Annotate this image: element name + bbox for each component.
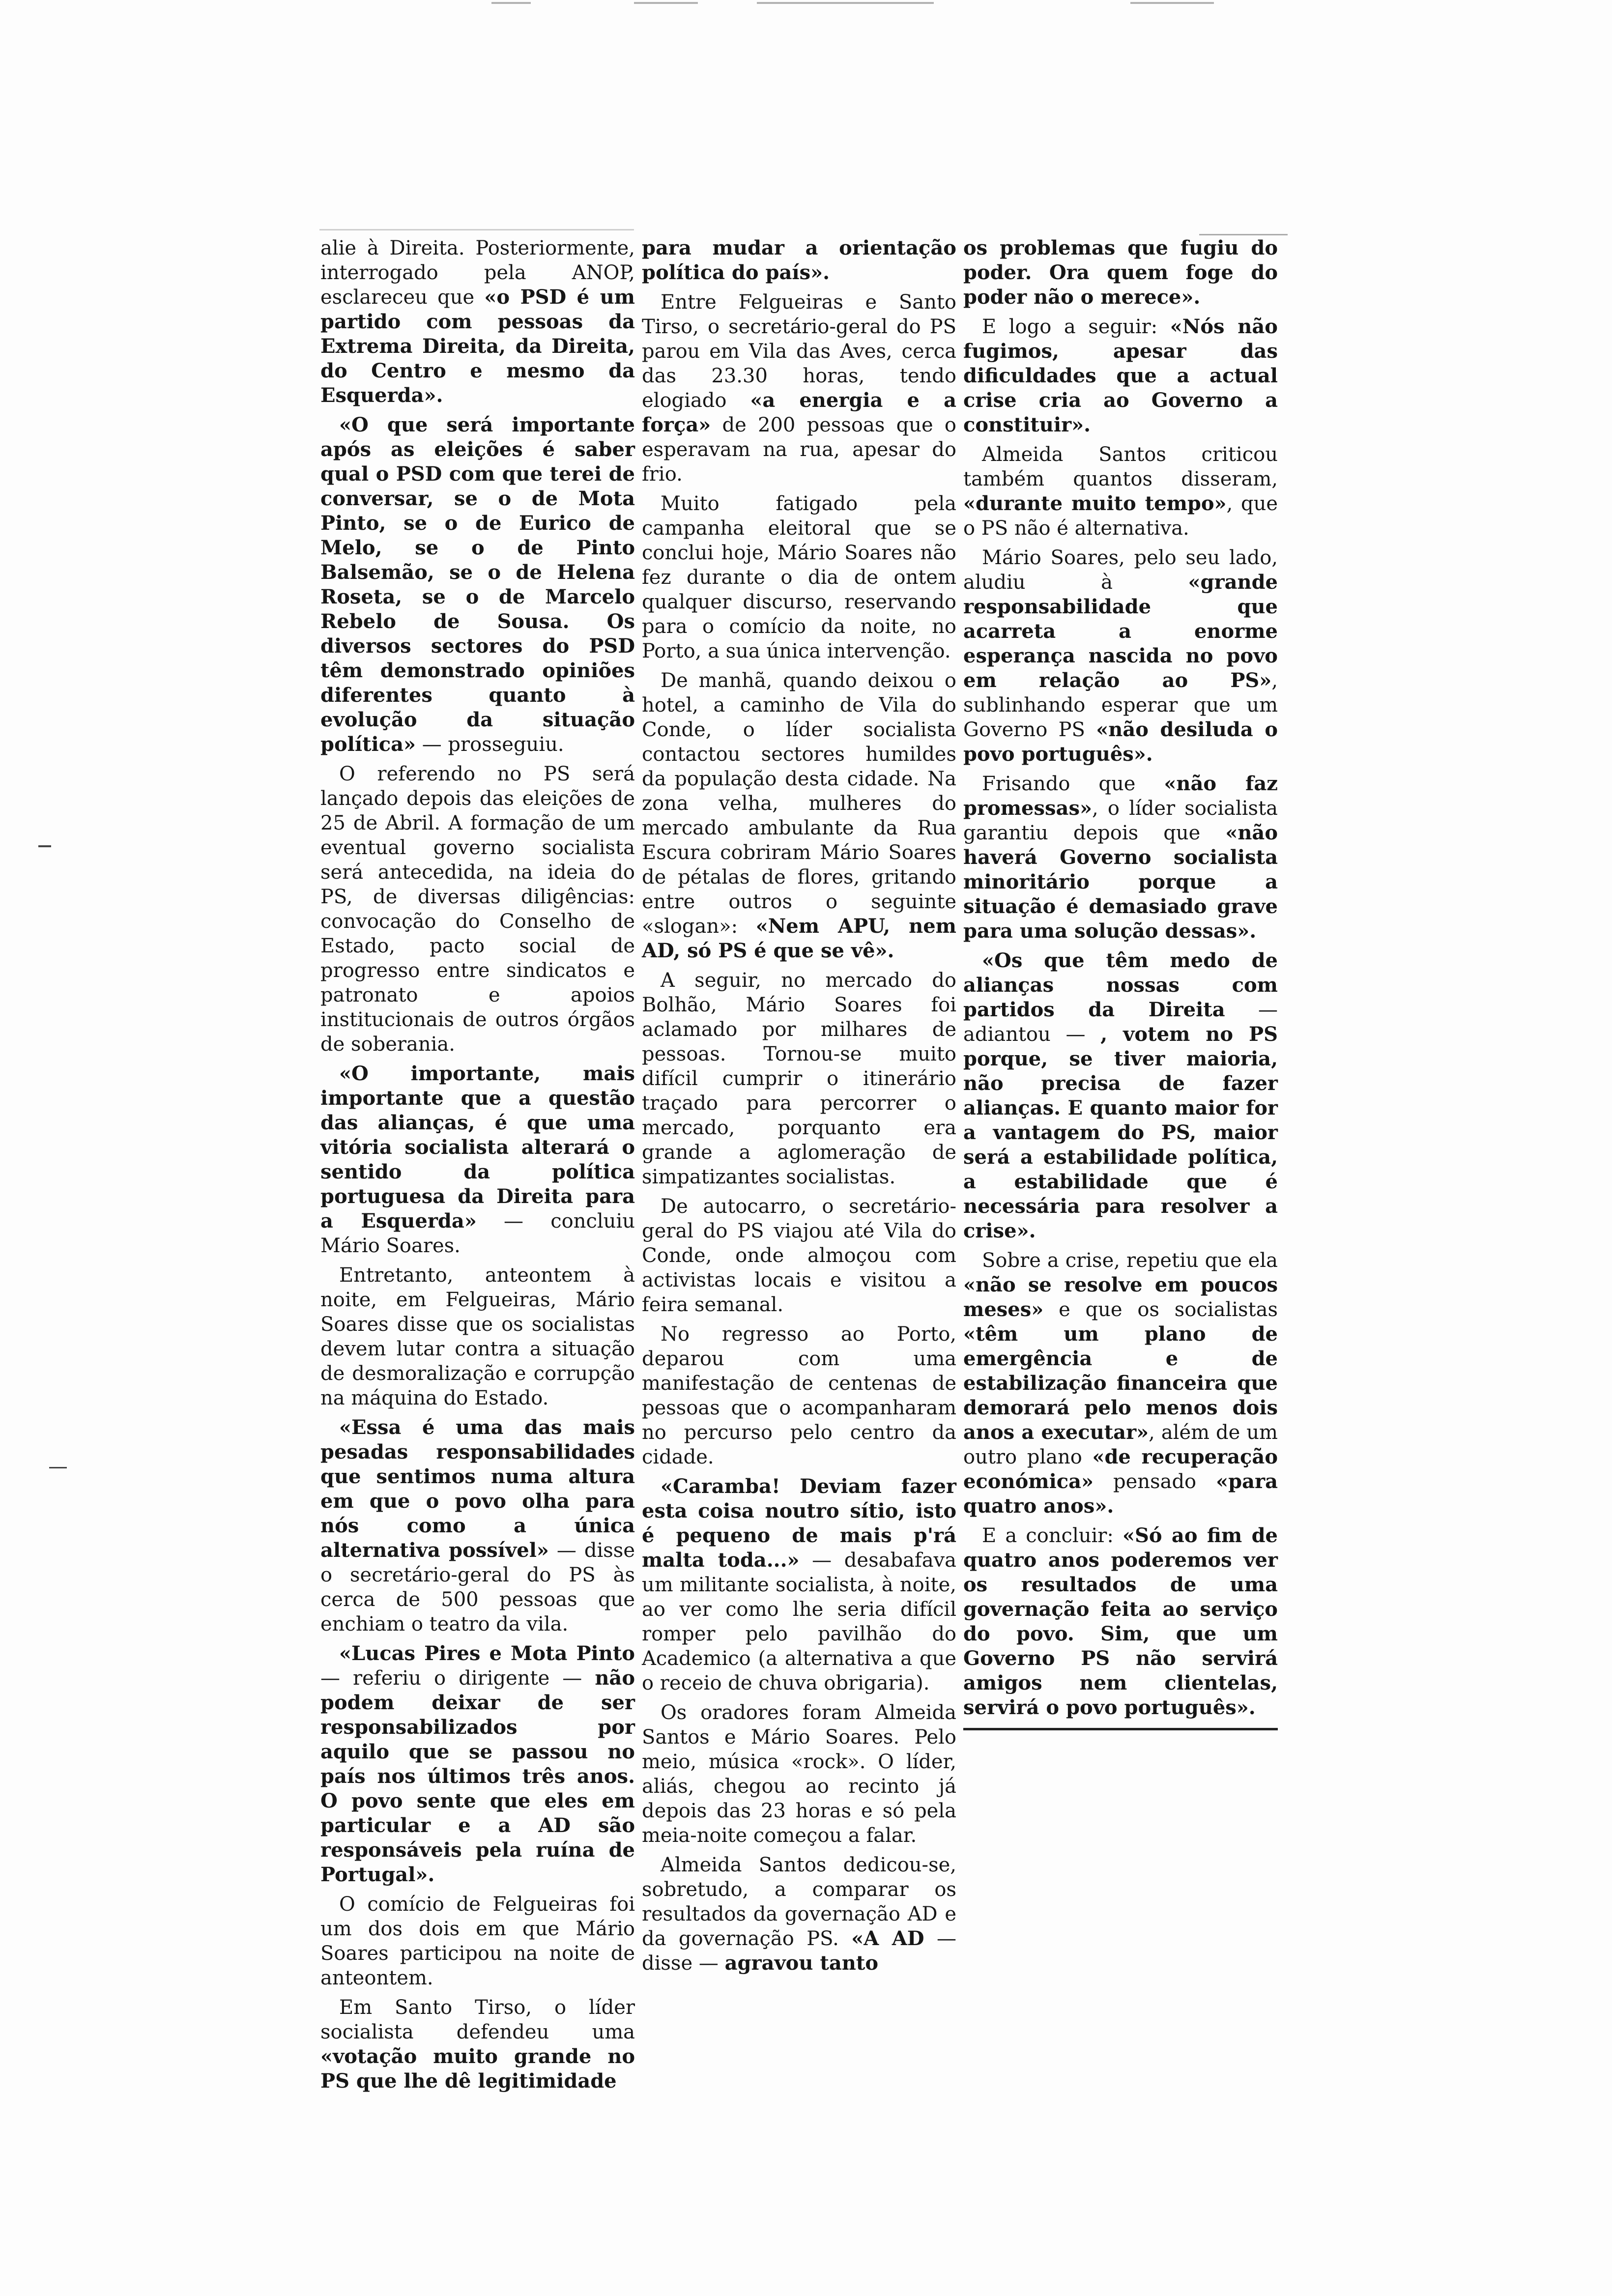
text-run: — referiu o dirigente — xyxy=(320,1667,595,1690)
clipping-top-edge-left xyxy=(319,229,634,230)
bold-quote-run: «o PSD é um partido com pessoas da Extrema Direita, da Direita, do Centro e mesmo da Esquerda». xyxy=(320,286,635,407)
text-run: , o líder socialista garantiu depois que xyxy=(963,797,1278,844)
text-run: e que os socialistas xyxy=(1043,1298,1278,1321)
bold-quote-run: «votação muito grande no PS que lhe dê legitimidade xyxy=(320,2045,635,2093)
bold-quote-run: para mudar a orientação política do país». xyxy=(642,236,956,284)
scan-artifact-top-far-right xyxy=(1130,2,1214,4)
bold-quote-run: «não se resolve em poucos meses» xyxy=(963,1273,1278,1321)
text-run: Em Santo Tirso, o líder socialista defendeu uma xyxy=(320,1996,635,2043)
text-run: Entretanto, anteontem à noite, em Felgueiras, Mário Soares disse que os socialistas devem lutar contra a situação de desmoralização e corrupção na máquina do Estado. xyxy=(320,1264,635,1409)
article-column-2 xyxy=(642,236,956,1980)
article-paragraph xyxy=(963,948,1278,1243)
article-paragraph xyxy=(963,1523,1278,1720)
bold-quote-run: não podem deixar de ser responsabilizados por aquilo que se passou no país nos últimos três anos. O povo sente que eles em particular e a AD são responsáveis pela ruína de Portugal». xyxy=(320,1666,635,1886)
bold-quote-run: «de recuperação económica» xyxy=(963,1445,1278,1493)
bold-quote-run: , votem no PS porque, se tiver maioria, não precisa de fazer alianças. E quanto maior for a vantagem do PS, maior será a estabilidade política, a estabilidade que é necessária para resolver a crise». xyxy=(963,1023,1278,1242)
text-run: E logo a seguir: xyxy=(982,316,1170,338)
text-run: , além de um outro plano xyxy=(963,1421,1278,1468)
article-paragraph xyxy=(963,442,1278,541)
article-paragraph xyxy=(642,290,956,487)
article-paragraph xyxy=(320,1263,635,1410)
text-run: No regresso ao Porto, deparou com uma manifestação de centenas de pessoas que o acompanharam no percurso pelo centro da cidade. xyxy=(642,1323,956,1468)
text-run: Sobre a crise, repetiu que ela xyxy=(982,1249,1278,1272)
article-paragraph xyxy=(963,545,1278,767)
bold-quote-run: «Os que têm medo de alianças nossas com partidos da Direita xyxy=(963,949,1278,1021)
article-paragraph xyxy=(320,1892,635,1990)
text-run: , que o PS não é alternativa. xyxy=(963,492,1278,540)
bold-quote-run: «A AD xyxy=(851,1927,924,1950)
bold-quote-run: «Só ao fim de quatro anos poderemos ver os resultados de uma governação feita ao serviço do povo. Sim, que um Governo PS não servirá amigos nem clientelas, servirá o povo português». xyxy=(963,1524,1278,1719)
bold-quote-run: «Nem APU, nem AD, só PS é que se vê». xyxy=(642,915,956,962)
article-paragraph xyxy=(963,315,1278,437)
bold-quote-run: «grande responsabilidade que acarreta a enorme esperança nascida no povo em relação ao PS» xyxy=(963,571,1278,692)
bold-quote-run: «Lucas Pires e Mota Pinto xyxy=(339,1642,635,1665)
text-run: — adiantou — xyxy=(963,999,1278,1046)
text-run: Entre Felgueiras e Santo Tirso, o secretário-geral do PS parou em Vila das Aves, cerca das 23.30 horas, tendo elogiado xyxy=(642,291,956,412)
bold-quote-run: agravou tanto xyxy=(724,1952,879,1975)
text-run: De autocarro, o secretário-geral do PS viajou até Vila do Conde, onde almoçou com activistas locais e visitou a feira semanal. xyxy=(642,1195,956,1316)
article-column-3 xyxy=(963,236,1278,1730)
bold-quote-run: «têm um plano de emergência e de estabilização financeira que demorará pelo menos dois anos a executar» xyxy=(963,1322,1278,1444)
scan-artifact-top-left xyxy=(491,2,531,4)
text-run: , sublinhando esperar que um Governo PS xyxy=(963,669,1278,741)
bold-quote-run: «não haverá Governo socialista minoritário porque a situação é demasiado grave para uma solução dessas». xyxy=(963,821,1278,943)
scan-artifact-top-mid xyxy=(634,2,698,4)
text-run: De manhã, quando deixou o hotel, a caminho de Vila do Conde, o líder socialista contactou sectores humildes da população desta cidade. Na zona velha, mulheres do mercado ambulante da Rua Escura cobriram Mário Soares de pétalas de flores, gritando entre outros o seguinte «slogan»: xyxy=(642,669,956,938)
article-paragraph xyxy=(963,772,1278,944)
bold-quote-run: «Essa é uma das mais pesadas responsabilidades que sentimos numa altura em que o povo olha para nós como a única alternativa possível» xyxy=(320,1416,635,1562)
article-paragraph xyxy=(642,668,956,963)
article-paragraph xyxy=(642,968,956,1189)
text-run: O referendo no PS será lançado depois das eleições de 25 de Abril. A formação de um eventual governo socialista será antecedida, na ideia do PS, de diversas diligências: convocação do Conselho de Estado, pacto social de progresso entre sindicatos e patronato e apoios institucionais de outros órgãos de soberania. xyxy=(320,763,635,1056)
article-paragraph xyxy=(963,236,1278,310)
bold-quote-run: «Caramba! Deviam fazer esta coisa noutro sítio, isto é pequeno de mais p'rá malta toda...» xyxy=(642,1475,956,1572)
margin-mark xyxy=(38,845,51,847)
article-paragraph xyxy=(642,1853,956,1976)
article-column-1 xyxy=(320,236,635,2098)
article-paragraph xyxy=(642,1474,956,1695)
text-run: Os oradores foram Almeida Santos e Mário Soares. Pelo meio, música «rock». O líder, aliás, chegou ao recinto já depois das 23 horas e só pela meia-noite começou a falar. xyxy=(642,1701,956,1847)
bold-quote-run: «Nós não fugimos, apesar das dificuldades que a actual crise cria ao Governo a constituir». xyxy=(963,315,1278,436)
article-paragraph xyxy=(963,1248,1278,1519)
text-run: Almeida Santos criticou também quantos disseram, xyxy=(963,443,1278,490)
bold-quote-run: «O que será importante após as eleições é saber qual o PSD com que terei de conversar, se o de Mota Pinto, se o de Eurico de Melo, se o de Pinto Balsemão, se o de Helena Roseta, se o de Marcelo Rebelo de Sousa. Os diversos sectores do PSD têm demonstrado opiniões diferentes quanto à evolução da situação política» xyxy=(320,413,635,756)
bold-quote-run: os problemas que fugiu do poder. Ora quem foge do poder não o merece». xyxy=(963,236,1278,309)
scan-artifact-top-right xyxy=(757,2,934,4)
text-run: Muito fatigado pela campanha eleitoral que se conclui hoje, Mário Soares não fez durante o dia de ontem qualquer discurso, reservando para o comício da noite, no Porto, a sua única intervenção. xyxy=(642,492,956,662)
text-run: — disse — xyxy=(642,1927,956,1975)
text-run: E a concluir: xyxy=(982,1524,1123,1547)
article-paragraph xyxy=(320,762,635,1057)
clipping-top-edge-right xyxy=(1199,234,1288,235)
text-run: — prosseguiu. xyxy=(415,733,564,756)
article-paragraph xyxy=(320,1995,635,2094)
text-run: Almeida Santos dedicou-se, sobretudo, a comparar os resultados da governação AD e da governação PS. xyxy=(642,1854,956,1950)
article-paragraph xyxy=(320,236,635,408)
article-paragraph xyxy=(320,1062,635,1258)
article-paragraph xyxy=(320,1641,635,1887)
article-end-rule xyxy=(963,1728,1278,1730)
bold-quote-run: «não faz promessas» xyxy=(963,772,1278,820)
bold-quote-run: «não desiluda o povo português». xyxy=(963,718,1278,766)
article-paragraph xyxy=(320,413,635,757)
text-run: Mário Soares, pelo seu lado, aludiu à xyxy=(963,546,1278,594)
text-run: alie à Direita. Posteriormente, interrogado pela ANOP, esclareceu que xyxy=(320,237,635,309)
bold-quote-run: «a energia e a força» xyxy=(642,389,956,436)
text-run: A seguir, no mercado do Bolhão, Mário Soares foi aclamado por milhares de pessoas. Tornou-se muito difícil cumprir o itinerário traçado para percorrer o mercado, porquanto era grande a aglomeração de simpatizantes socialistas. xyxy=(642,969,956,1188)
article-paragraph xyxy=(642,1700,956,1848)
bold-quote-run: «durante muito tempo» xyxy=(963,492,1227,515)
bold-quote-run: «para quatro anos». xyxy=(963,1470,1278,1518)
bold-quote-run: «O importante, mais importante que a questão das alianças, é que uma vitória socialista alterará o sentido da política portuguesa da Direita para a Esquerda» xyxy=(320,1062,635,1233)
text-run: Frisando que xyxy=(982,773,1164,795)
text-run: O comício de Felgueiras foi um dos dois em que Mário Soares participou na noite de anteontem. xyxy=(320,1893,635,1989)
text-run: pensado xyxy=(1094,1470,1216,1493)
article-paragraph xyxy=(320,1415,635,1636)
article-paragraph xyxy=(642,491,956,663)
text-run: — concluiu Mário Soares. xyxy=(320,1210,635,1257)
text-run: — disse o secretário-geral do PS às cerca de 500 pessoas que enchiam o teatro da vila. xyxy=(320,1539,635,1636)
text-run: — desabafava um militante socialista, à noite, ao ver como lhe seria difícil romper pelo pavilhão do Academico (a alternativa a que o receio de chuva obrigaria). xyxy=(642,1549,957,1694)
article-paragraph xyxy=(642,236,956,285)
margin-mark xyxy=(49,1467,67,1468)
article-paragraph xyxy=(642,1194,956,1317)
article-paragraph xyxy=(642,1322,956,1469)
text-run: de 200 pessoas que o esperavam na rua, apesar do frio. xyxy=(642,414,956,486)
